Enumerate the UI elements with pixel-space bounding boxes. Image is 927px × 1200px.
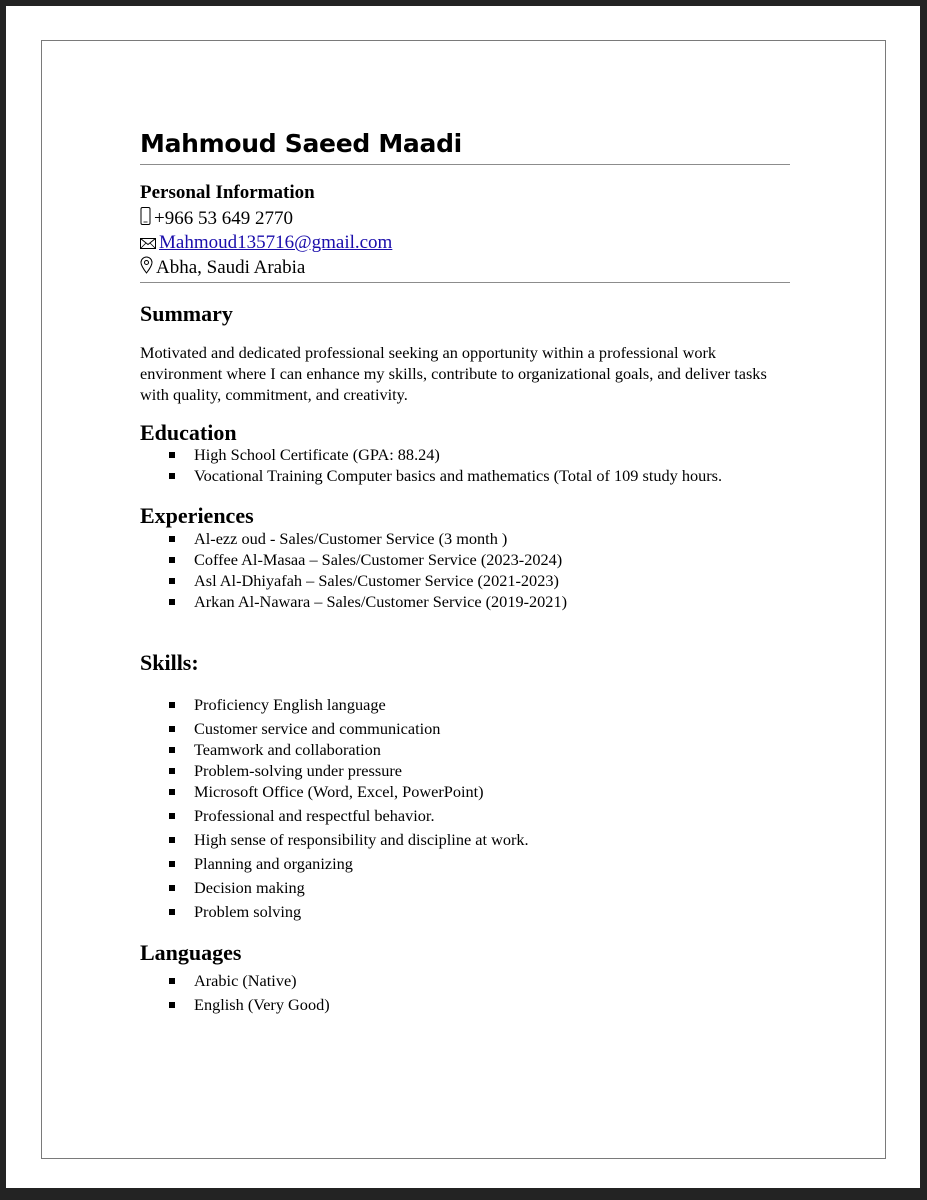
languages-list — [166, 970, 330, 1015]
list-item: Asl Al-Dhiyafah – Sales/Customer Service (2021-2023) — [166, 570, 567, 591]
languages-heading: Languages — [140, 940, 242, 965]
location-line — [140, 256, 305, 281]
phone-line — [140, 207, 293, 232]
list-item: Proficiency English language — [166, 694, 529, 715]
list-item: Arabic (Native) — [166, 970, 330, 991]
phone-number: +966 53 649 2770 — [154, 208, 293, 229]
personal-info-heading: Personal Information — [140, 182, 315, 203]
list-item: High sense of responsibility and discipline at work. — [166, 829, 529, 850]
contact-divider — [140, 282, 790, 283]
email-line — [140, 231, 392, 256]
list-item: Problem-solving under pressure — [166, 760, 529, 781]
bullet-square-icon — [169, 557, 175, 563]
bullet-square-icon — [169, 885, 175, 891]
list-item: Microsoft Office (Word, Excel, PowerPoint) — [166, 781, 529, 802]
list-item: High School Certificate (GPA: 88.24) — [166, 444, 722, 465]
name-divider — [140, 164, 790, 165]
bullet-square-icon — [169, 978, 175, 984]
bullet-square-icon — [169, 452, 175, 458]
resume-content — [6, 6, 920, 1188]
mobile-phone-icon — [140, 207, 151, 232]
location-text: Abha, Saudi Arabia — [156, 257, 306, 278]
map-pin-icon — [140, 256, 153, 281]
list-item: Professional and respectful behavior. — [166, 805, 529, 826]
skills-list — [166, 694, 529, 922]
bullet-square-icon — [169, 702, 175, 708]
resume-name: Mahmoud Saeed Maadi — [140, 129, 462, 158]
bullet-square-icon — [169, 861, 175, 867]
bullet-square-icon — [169, 726, 175, 732]
experiences-list — [166, 528, 567, 612]
envelope-icon — [140, 232, 156, 256]
bullet-square-icon — [169, 768, 175, 774]
list-item: Arkan Al-Nawara – Sales/Customer Service (2019-2021) — [166, 591, 567, 612]
bullet-square-icon — [169, 1002, 175, 1008]
summary-text: Motivated and dedicated professional seeking an opportunity within a professional work environment where I can enhance my skills, contribute to organizational goals, and deliver tasks with quality, commitment, and creativity. — [140, 343, 767, 404]
bullet-square-icon — [169, 599, 175, 605]
summary-heading: Summary — [140, 301, 233, 326]
list-item: Coffee Al-Masaa – Sales/Customer Service (2023-2024) — [166, 549, 567, 570]
bullet-square-icon — [169, 789, 175, 795]
list-item: Customer service and communication — [166, 718, 529, 739]
experiences-heading: Experiences — [140, 503, 254, 528]
education-heading: Education — [140, 420, 237, 445]
list-item: English (Very Good) — [166, 994, 330, 1015]
bullet-square-icon — [169, 909, 175, 915]
bullet-square-icon — [169, 747, 175, 753]
list-item: Problem solving — [166, 901, 529, 922]
list-item: Al-ezz oud - Sales/Customer Service (3 month ) — [166, 528, 567, 549]
bullet-square-icon — [169, 473, 175, 479]
list-item: Vocational Training Computer basics and mathematics (Total of 109 study hours. — [166, 465, 722, 486]
bullet-square-icon — [169, 536, 175, 542]
document-page — [6, 6, 920, 1188]
education-list — [166, 444, 722, 486]
bullet-square-icon — [169, 837, 175, 843]
bullet-square-icon — [169, 813, 175, 819]
list-item: Planning and organizing — [166, 853, 529, 874]
email-link[interactable]: Mahmoud135716@gmail.com — [159, 232, 393, 253]
list-item: Teamwork and collaboration — [166, 739, 529, 760]
list-item: Decision making — [166, 877, 529, 898]
skills-heading: Skills: — [140, 650, 199, 675]
bullet-square-icon — [169, 578, 175, 584]
